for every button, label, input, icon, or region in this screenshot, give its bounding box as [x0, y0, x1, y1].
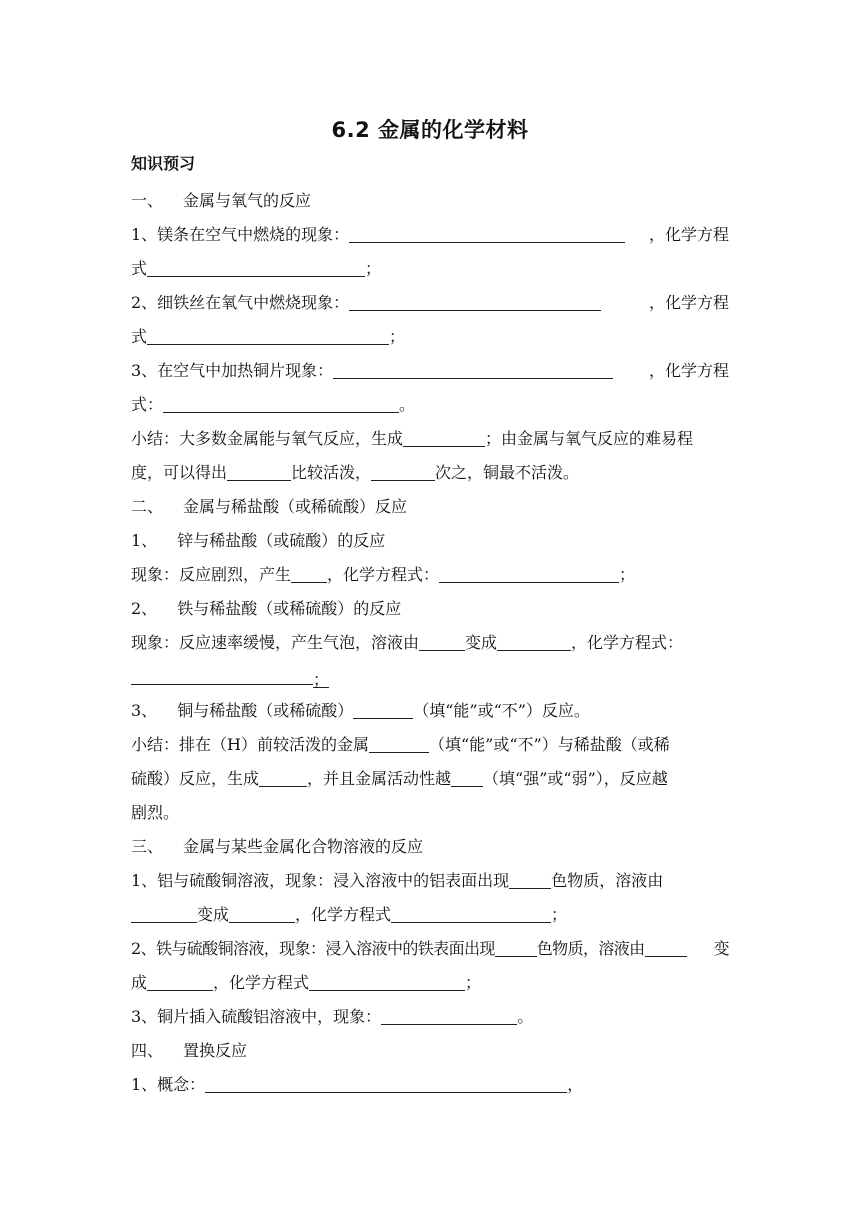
answer-blank[interactable]	[497, 632, 571, 651]
answer-blank[interactable]	[227, 462, 291, 481]
answer-blank[interactable]	[645, 938, 687, 957]
answer-blank[interactable]	[495, 938, 537, 957]
question-text: 3、在空气中加热铜片现象： ，化学方程	[131, 361, 729, 380]
question-text: 2、铁与硫酸铜溶液，现象：浸入溶液中的铁表面出现 色物质，溶液由 变	[131, 939, 729, 958]
answer-blank[interactable]	[439, 564, 619, 583]
question-text: 式 ；	[131, 259, 382, 278]
answer-blank[interactable]	[451, 768, 483, 787]
answer-blank[interactable]	[309, 972, 465, 991]
answer-blank[interactable]	[403, 428, 485, 447]
section-heading: 知识预习	[131, 154, 196, 173]
answer-blank[interactable]	[229, 904, 295, 923]
section-2-heading	[131, 496, 407, 518]
answer-blank[interactable]	[259, 768, 307, 787]
section-number: 二、	[131, 497, 164, 516]
answer-blank-end: ；	[313, 670, 330, 689]
section-title: 金属与稀盐酸（或稀硫酸）反应	[183, 497, 408, 516]
question-text: 3、 铜与稀盐酸（或稀硫酸） （填“能”或“不”）反应。	[131, 701, 590, 720]
question-text: 1、镁条在空气中燃烧的现象： ，化学方程	[131, 225, 729, 244]
answer-blank[interactable]	[147, 258, 365, 277]
answer-blank[interactable]	[163, 394, 399, 413]
section-1-heading	[131, 190, 311, 212]
section-title: 金属与氧气的反应	[183, 191, 312, 210]
answer-blank[interactable]	[147, 972, 213, 991]
answer-blank[interactable]	[371, 462, 435, 481]
summary-text: 度，可以得出 比较活泼， 次之，铜最不活泼。	[131, 463, 580, 482]
question-text: 1、概念： ，	[131, 1075, 584, 1094]
question-text: 现象：反应剧烈，产生 ，化学方程式： ；	[131, 565, 636, 584]
answer-blank[interactable]	[291, 564, 327, 583]
summary-text: 硫酸）反应，生成 ，并且金属活动性越 （填“强”或“弱”），反应越	[131, 769, 668, 788]
question-text: 成 ，化学方程式 ；	[131, 973, 482, 992]
summary-text: 小结：排在（H）前较活泼的金属 （填“能”或“不”）与稀盐酸（或稀	[131, 735, 670, 754]
section-number: 三、	[131, 837, 164, 856]
question-text: 3、铜片插入硫酸铝溶液中，现象： 。	[131, 1007, 534, 1026]
question-text: 1、铝与硫酸铜溶液，现象：浸入溶液中的铝表面出现 色物质，溶液由	[131, 871, 664, 890]
item-heading: 2、 铁与稀盐酸（或稀硫酸）的反应	[131, 599, 402, 618]
answer-blank[interactable]	[333, 360, 613, 379]
answer-blank[interactable]	[369, 734, 429, 753]
answer-blank[interactable]	[391, 904, 551, 923]
answer-blank[interactable]	[131, 666, 313, 685]
answer-blank[interactable]	[131, 904, 197, 923]
section-title: 金属与某些金属化合物溶液的反应	[183, 837, 424, 856]
item-heading: 1、 锌与稀盐酸（或硫酸）的反应	[131, 531, 386, 550]
page-title: 6.2 金属的化学材料	[331, 118, 529, 142]
question-text: 变成 ，化学方程式 ；	[131, 904, 567, 926]
answer-blank[interactable]	[349, 292, 601, 311]
question-text: 现象：反应速率缓慢，产生气泡，溶液由 变成 ，化学方程式：	[131, 633, 684, 652]
answer-blank[interactable]	[353, 700, 413, 719]
summary-text: 小结：大多数金属能与氧气反应，生成 ；由金属与氧气反应的难易程	[131, 429, 694, 448]
section-number: 四、	[131, 1041, 164, 1060]
question-text: 式： 。	[131, 395, 416, 414]
section-3-heading	[131, 836, 423, 858]
question-text: 式 ；	[131, 327, 406, 346]
answer-blank[interactable]	[147, 326, 389, 345]
answer-blank[interactable]	[419, 632, 465, 651]
answer-blank[interactable]	[349, 224, 625, 243]
question-text: 2、细铁丝在氧气中燃烧现象： ，化学方程	[131, 293, 729, 312]
summary-text: 剧烈。	[131, 803, 180, 822]
question-text	[131, 666, 329, 688]
answer-blank[interactable]	[205, 1074, 567, 1093]
section-4-heading	[131, 1040, 247, 1062]
answer-blank[interactable]	[509, 870, 551, 889]
section-title: 置换反应	[183, 1041, 248, 1060]
answer-blank[interactable]	[381, 1006, 517, 1025]
section-number: 一、	[131, 191, 164, 210]
